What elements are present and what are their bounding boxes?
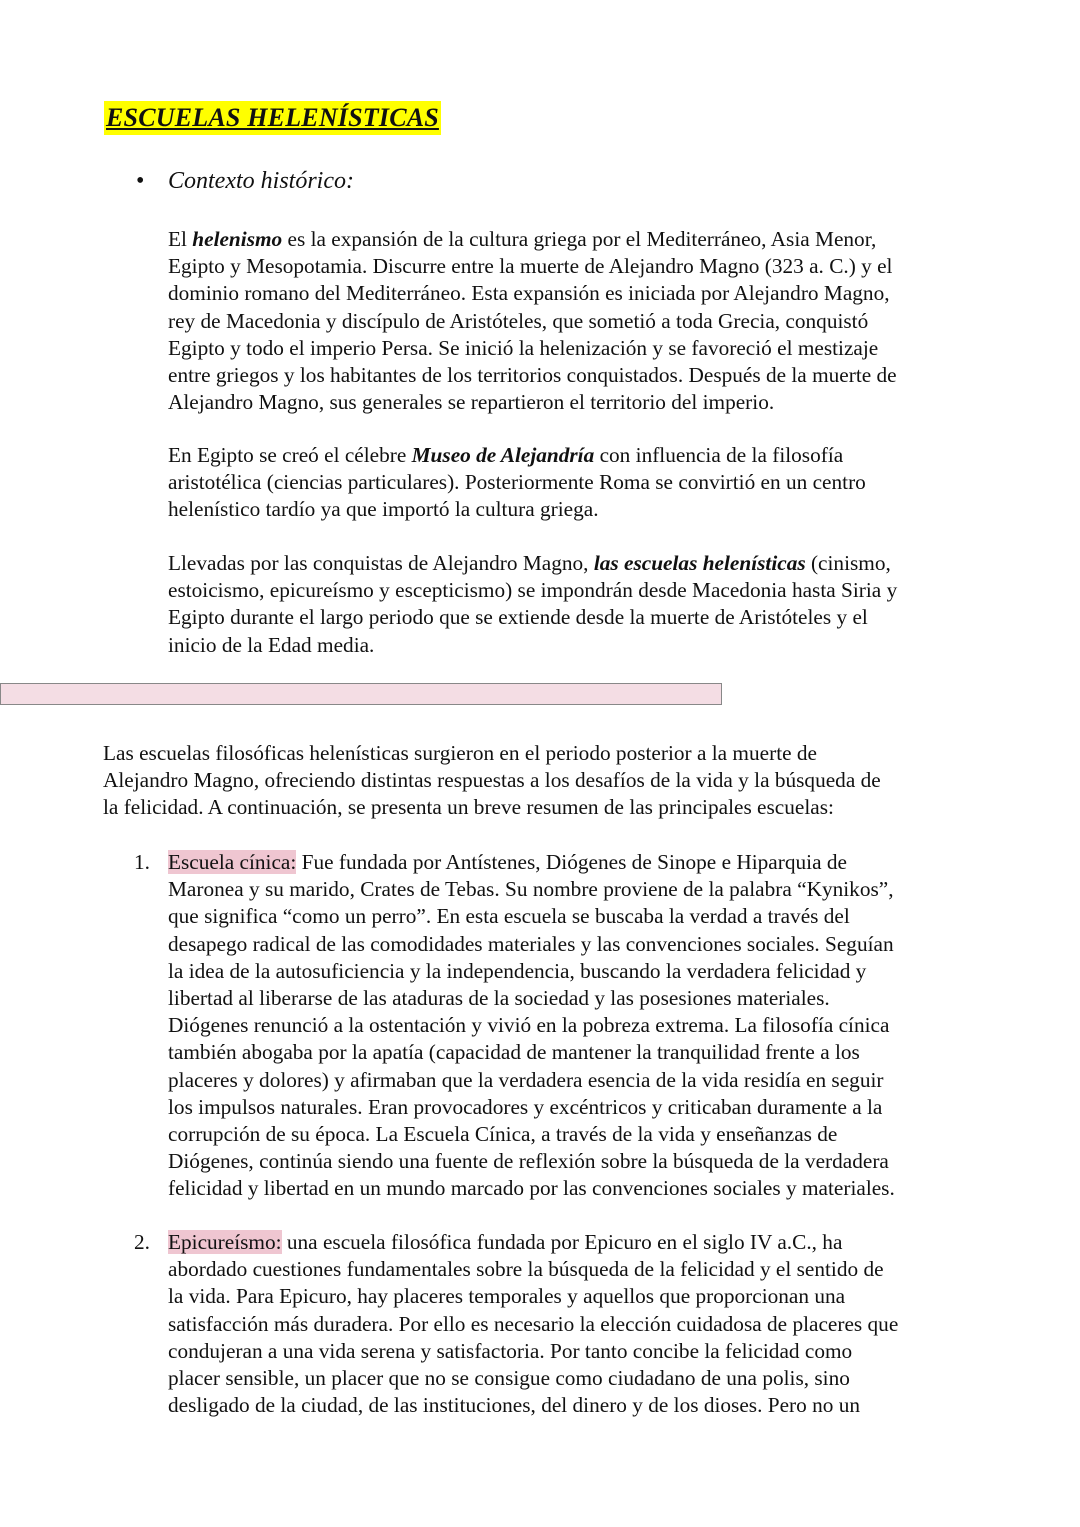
text-line: Alejandro Magno, sus generales se repartieron el territorio del imperio.	[168, 390, 775, 415]
text-line: inicio de la Edad media.	[168, 632, 375, 657]
text-line: abordado cuestiones fundamentales sobre la búsqueda de la felicidad y el sentido de	[168, 1257, 884, 1282]
text-line: Alejandro Magno, ofreciendo distintas respuestas a los desafíos de la vida y la búsqueda de	[103, 768, 881, 793]
text-line: Maronea y su marido, Crates de Tebas. Su nombre proviene de la palabra “Kynikos”,	[168, 877, 894, 902]
page-title: ESCUELAS HELENÍSTICAS	[104, 101, 441, 135]
text-line: entre griegos y los habitantes de los territorios conquistados. Después de la muerte de	[168, 363, 897, 388]
text-line: que significa “como un perro”. En esta escuela se buscaba la verdad a través del	[168, 904, 850, 929]
text-line: placeres y dolores) y afirmaban que la verdadera esencia de la vida residía en seguir	[168, 1067, 884, 1092]
list-number: 2.	[134, 1230, 150, 1254]
emphasis-term: las escuelas helenísticas	[593, 551, 806, 575]
text-line: Egipto y todo el imperio Persa. Se inició la helenización y se favoreció el mestizaje	[168, 335, 879, 360]
text-line: desapego radical de las comodidades materiales y las convenciones sociales. Seguían	[168, 931, 894, 956]
text-line: estoicismo, epicureísmo y escepticismo) se impondrán desde Macedonia hasta Siria y	[168, 578, 898, 603]
paragraph-museo	[168, 442, 983, 524]
text-line: la felicidad. A continuación, se presenta un breve resumen de las principales escuelas:	[103, 795, 834, 820]
section-divider	[0, 683, 722, 705]
text-line: Las escuelas filosóficas helenísticas surgieron en el periodo posterior a la muerte de	[103, 741, 817, 765]
emphasis-term: Museo de Alejandría	[411, 443, 595, 467]
text-line: condujeran a una vida serena y satisfactoria. Por tanto concibe la felicidad como	[168, 1338, 853, 1363]
text-line: la idea de la autosuficiencia y la independencia, buscando la verdadera felicidad y	[168, 958, 867, 983]
text-line: Diógenes, continúa siendo una fuente de reflexión sobre la búsqueda de la verdadera	[168, 1149, 889, 1174]
list-item-cinica	[134, 849, 983, 1203]
text-line: Escuela cínica: Fue fundada por Antístenes, Diógenes de Sinope e Hiparquia de	[168, 850, 847, 874]
text-line: Egipto durante el largo periodo que se extiende desde la muerte de Aristóteles y el	[168, 605, 868, 630]
text-line: Egipto y Mesopotamia. Discurre entre la muerte de Alejandro Magno (323 a. C.) y el	[168, 254, 893, 279]
list-number: 1.	[134, 850, 150, 874]
text-line: los impulsos naturales. Eran provocadores y excéntricos y criticaban duramente a la	[168, 1094, 883, 1119]
text-line: la vida. Para Epicuro, hay placeres temporales y aquellos que proporcionan una	[168, 1284, 846, 1309]
text-line: rey de Macedonia y discípulo de Aristóteles, que sometió a toda Grecia, conquistó	[168, 308, 869, 333]
text-line: El helenismo es la expansión de la cultura griega por el Mediterráneo, Asia Menor,	[168, 227, 877, 251]
text-line: satisfacción más duradera. Por ello es necesario la elección cuidadosa de placeres que	[168, 1311, 899, 1336]
text-line: Llevadas por las conquistas de Alejandro Magno, las escuelas helenísticas (cinismo,	[168, 551, 891, 575]
paragraph-intro	[103, 740, 983, 822]
text-line: Epicureísmo: una escuela filosófica fundada por Epicuro en el siglo IV a.C., ha	[168, 1230, 843, 1254]
section-heading-label: Contexto histórico:	[168, 168, 354, 194]
bullet-icon: •	[136, 168, 145, 194]
text-line: placer sensible, un placer que no se consigue como ciudadano de una polis, sino	[168, 1366, 850, 1391]
text-line: dominio romano del Mediterráneo. Esta expansión es iniciada por Alejandro Magno,	[168, 281, 890, 306]
text-line: libertad al liberarse de las ataduras de la sociedad y las posesiones materiales.	[168, 986, 830, 1011]
text-line: felicidad y libertad en un mundo marcado por las convenciones sociales y materiales.	[168, 1176, 895, 1201]
list-item-epicureismo	[134, 1229, 983, 1419]
text-line: también abogaba por la apatía (capacidad de mantener la tranquilidad frente a los	[168, 1040, 860, 1065]
text-line: En Egipto se creó el célebre Museo de Alejandría con influencia de la filosofía	[168, 443, 844, 467]
paragraph-helenismo	[168, 226, 983, 416]
text-line: helenístico tardío ya que importó la cultura griega.	[168, 497, 599, 522]
emphasis-term: helenismo	[192, 227, 283, 251]
text-line: corrupción de su época. La Escuela Cínica, a través de la vida y enseñanzas de	[168, 1122, 838, 1147]
highlighted-label: Escuela cínica:	[168, 850, 297, 874]
highlighted-label: Epicureísmo:	[168, 1230, 282, 1254]
text-line: aristotélica (ciencias particulares). Posteriormente Roma se convirtió en un centro	[168, 470, 866, 495]
text-line: desligado de la ciudad, de las instituciones, del dinero y de los dioses. Pero no un	[168, 1393, 861, 1418]
paragraph-escuelas	[168, 550, 983, 659]
text-line: Diógenes renunció a la ostentación y vivió en la pobreza extrema. La filosofía cínica	[168, 1013, 890, 1038]
